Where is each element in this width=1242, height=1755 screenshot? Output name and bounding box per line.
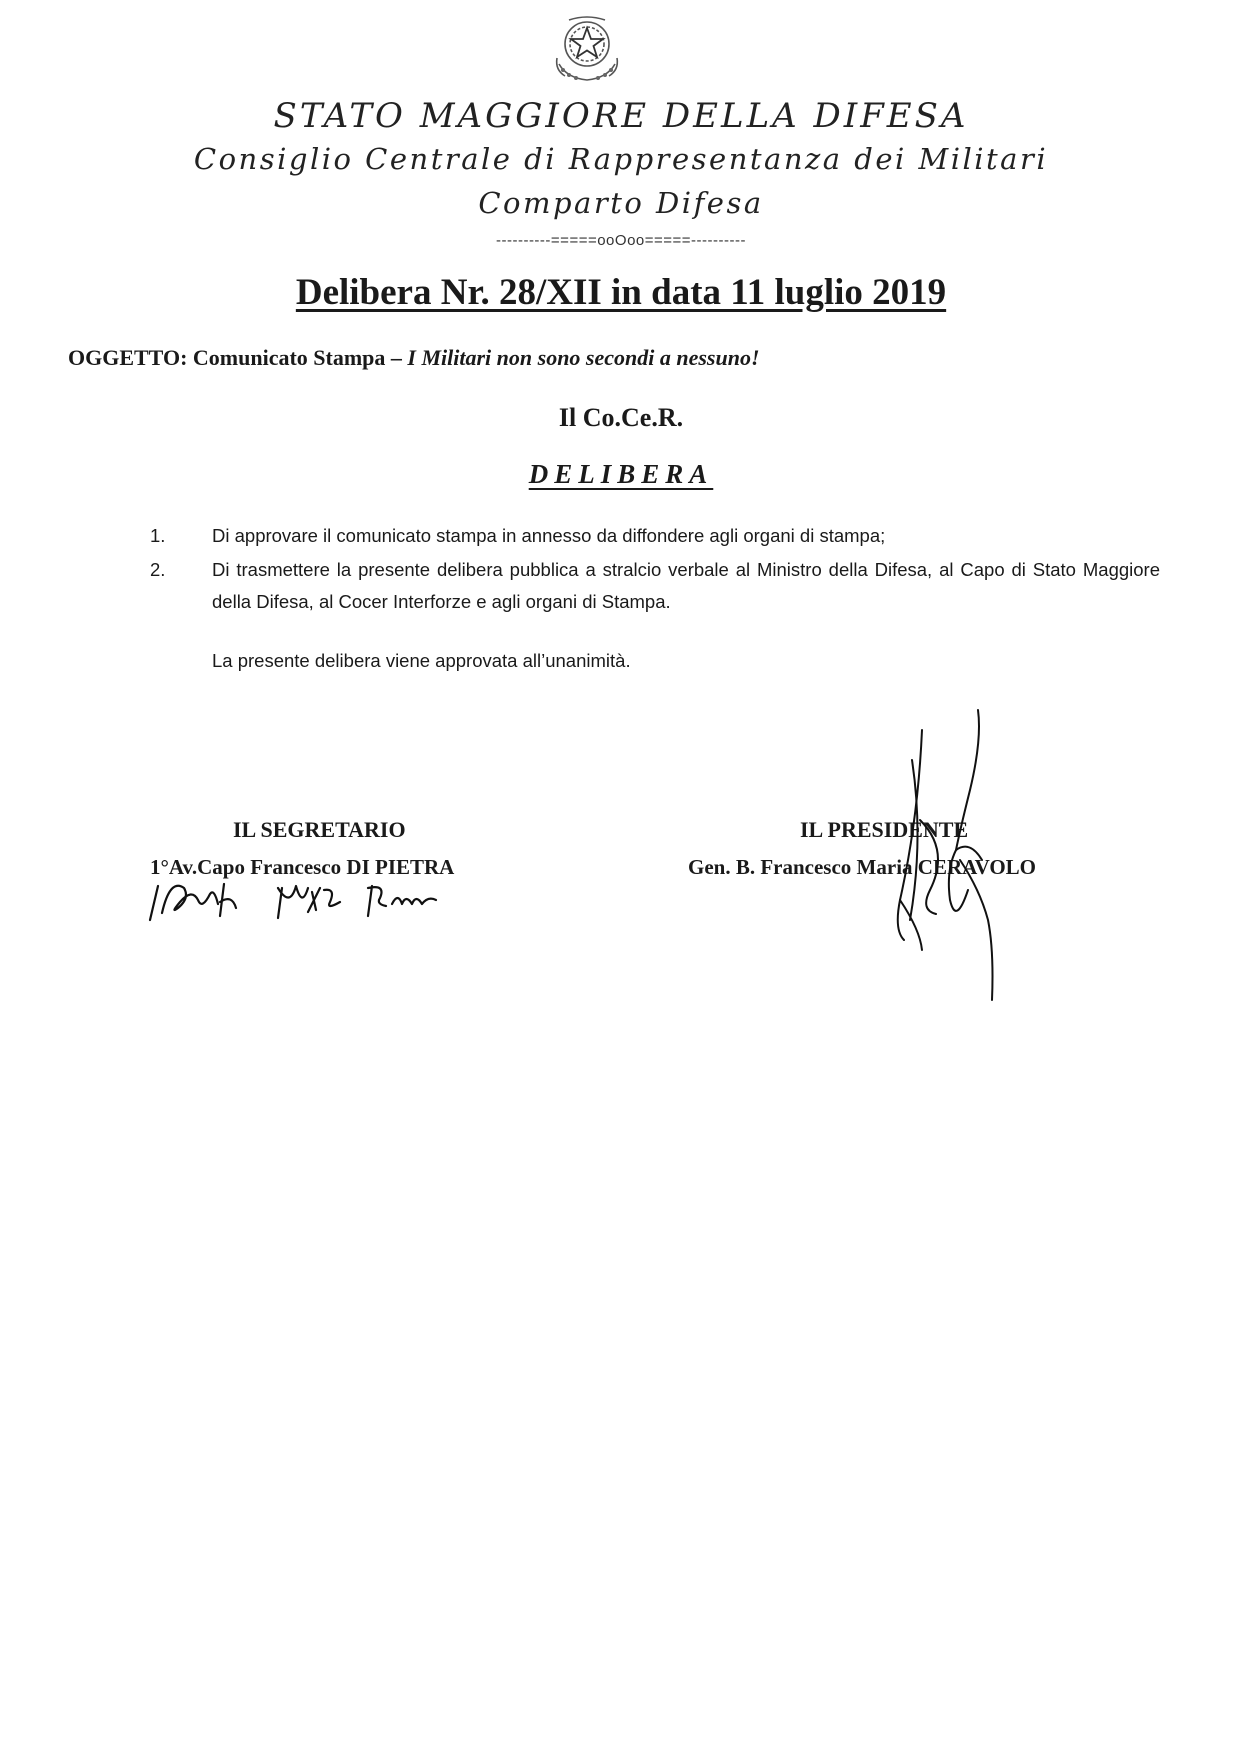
list-item-number: 1.: [150, 525, 166, 546]
decision-list: [150, 520, 1160, 620]
list-item-text: Di trasmettere la presente delibera pubblica a stralcio verbale al Ministro della Difesa, al Capo di Stato Maggiore della Difesa, al Cocer Interforze e agli organi di Stampa.: [212, 559, 1160, 612]
list-item: [150, 520, 1160, 552]
secretary-name: 1°Av.Capo Francesco DI PIETRA: [150, 855, 455, 879]
republic-emblem-icon: [547, 14, 627, 86]
subject-italic-text: I Militari non sono secondi a nessuno!: [407, 345, 760, 370]
subject-label: OGGETTO:: [68, 345, 188, 370]
secretary-role: IL SEGRETARIO: [233, 817, 406, 842]
office-heading: STATO MAGGIORE DELLA DIFESA: [273, 96, 969, 136]
council-heading: Consiglio Centrale di Rappresentanza dei Militari: [193, 142, 1049, 176]
president-name: Gen. B. Francesco Maria CERAVOLO: [688, 855, 1036, 879]
decision-heading-wrap: [0, 459, 1242, 490]
approval-note: La presente delibera viene approvata all’unanimità.: [212, 650, 631, 671]
ornamental-separator: ----------=====ooOoo=====----------: [495, 232, 747, 249]
subject-line: [68, 345, 760, 371]
subject-text: Comunicato Stampa –: [192, 345, 402, 370]
decision-heading: DELIBERA: [528, 459, 714, 489]
comparto-heading: Comparto Difesa: [478, 186, 764, 220]
secretary-signature: [140, 858, 460, 928]
issuer-heading: Il Co.Ce.R.: [558, 403, 684, 432]
list-item-number: 2.: [150, 559, 166, 580]
president-role: IL PRESIDENTE: [800, 817, 969, 842]
president-signature: [860, 700, 1020, 1010]
list-item-text: Di approvare il comunicato stampa in annesso da diffondere agli organi di stampa;: [212, 525, 886, 546]
document-title: Delibera Nr. 28/XII in data 11 luglio 2019: [295, 272, 947, 313]
list-item: [150, 554, 1160, 618]
